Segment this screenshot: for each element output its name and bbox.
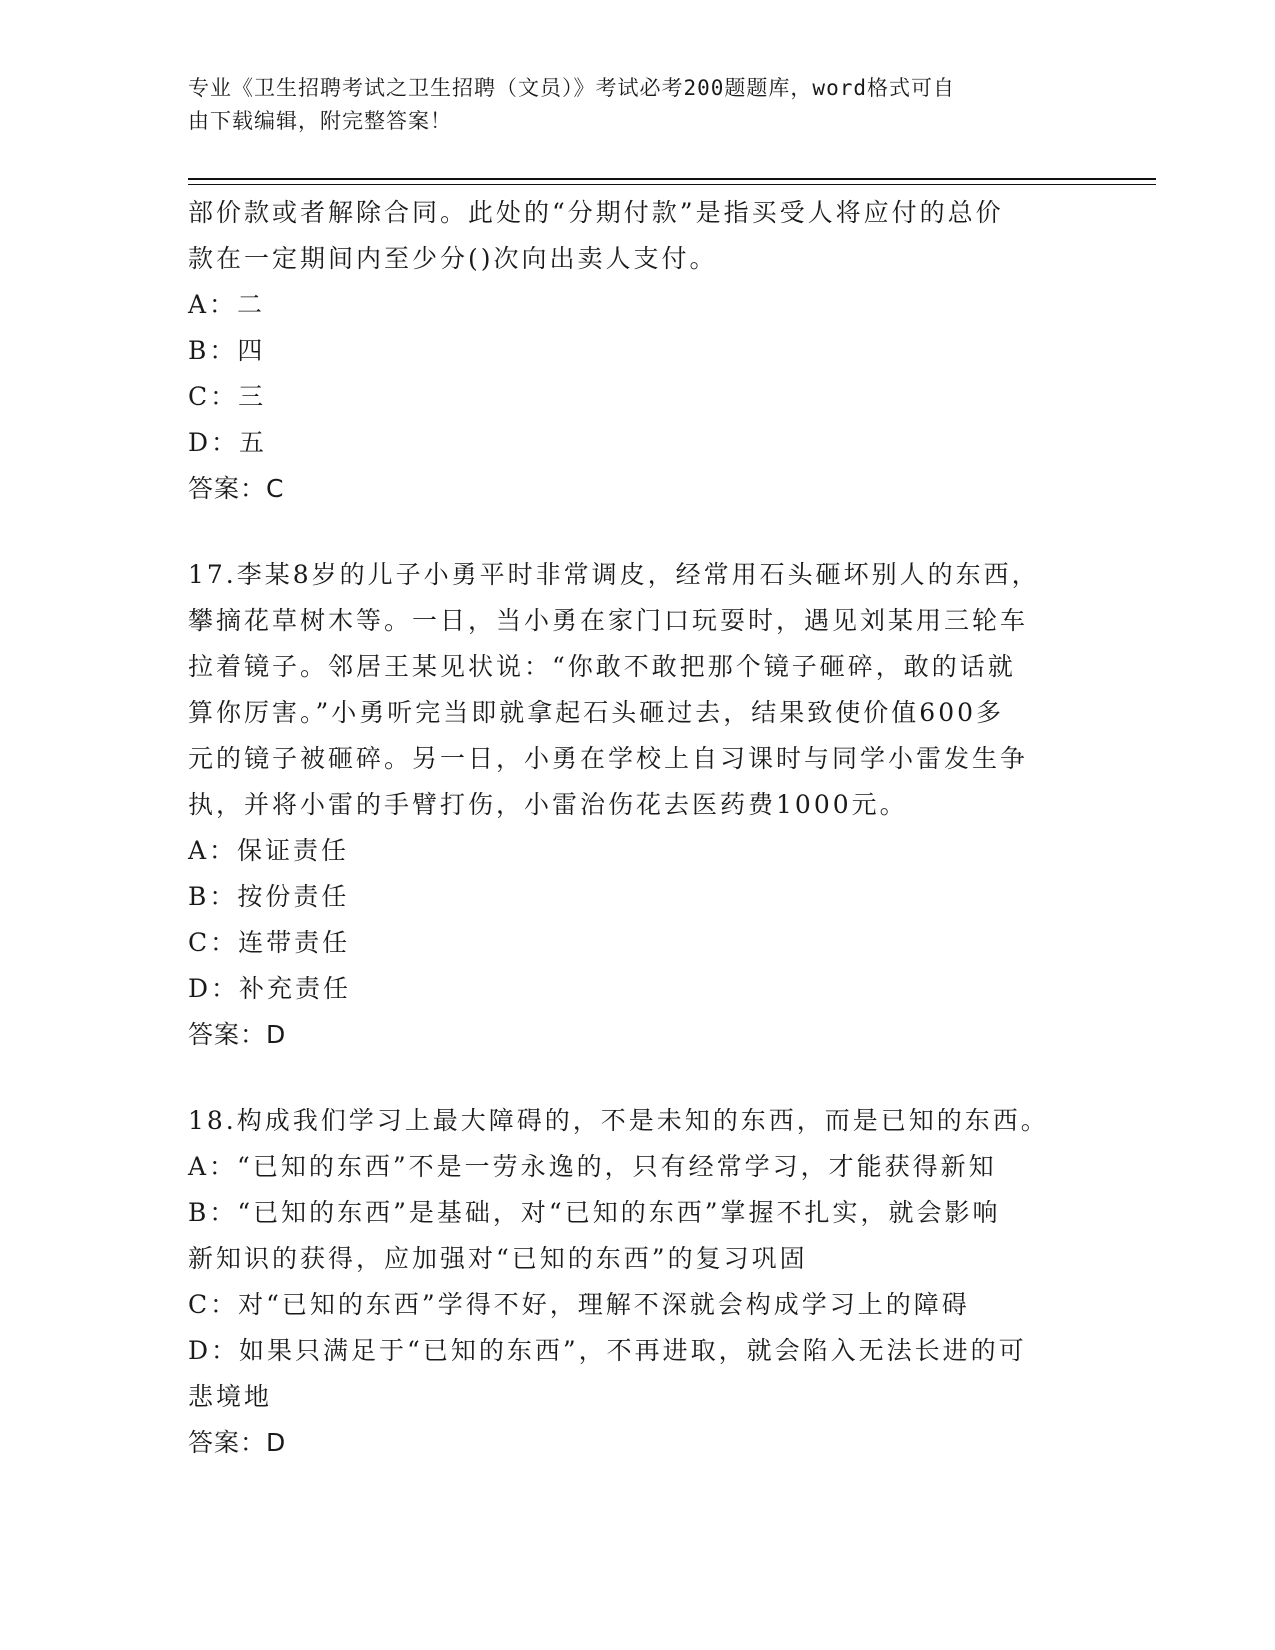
question-18 <box>188 1098 1068 1466</box>
option-d: D：五 <box>188 428 268 457</box>
spacer <box>188 512 1068 552</box>
question-text-line: 拉着镜子。邻居王某见状说：“你敢不敢把那个镜子砸碎，敢的话就 <box>188 652 1016 681</box>
option-d: D：如果只满足于“已知的东西”，不再进取，就会陷入无法长进的可 <box>188 1336 1027 1365</box>
question-text-line: 执，并将小雷的手臂打伤，小雷治伤花去医药费1000元。 <box>188 790 908 819</box>
question-16-tail <box>188 190 1068 512</box>
question-text-line: 部价款或者解除合同。此处的“分期付款”是指买受人将应付的总价 <box>188 198 1004 227</box>
question-text-line: 攀摘花草树木等。一日，当小勇在家门口玩耍时，遇见刘某用三轮车 <box>188 606 1029 635</box>
option-d: D：补充责任 <box>188 974 352 1003</box>
spacer <box>188 1058 1068 1098</box>
question-17 <box>188 552 1068 1058</box>
option-b: B：按份责任 <box>188 882 350 911</box>
option-b: B：四 <box>188 336 266 365</box>
header-rule-thick <box>188 178 1156 180</box>
question-text-line: 元的镜子被砸碎。另一日，小勇在学校上自习课时与同学小雷发生争 <box>188 744 1029 773</box>
option-d-continued: 悲境地 <box>188 1382 273 1411</box>
answer-line: 答案：D <box>188 1428 287 1457</box>
document-body <box>188 190 1068 1466</box>
header-line-2: 由下载编辑，附完整答案！ <box>188 109 452 133</box>
option-b: B：“已知的东西”是基础，对“已知的东西”掌握不扎实，就会影响 <box>188 1198 1001 1227</box>
option-c: C：三 <box>188 382 267 411</box>
question-text-line: 款在一定期间内至少分()次向出卖人支付。 <box>188 244 718 273</box>
option-b-continued: 新知识的获得，应加强对“已知的东西”的复习巩固 <box>188 1244 808 1273</box>
page-header <box>188 72 1068 138</box>
option-c: C：对“已知的东西”学得不好，理解不深就会构成学习上的障碍 <box>188 1290 970 1319</box>
option-c: C：连带责任 <box>188 928 351 957</box>
option-a: A：“已知的东西”不是一劳永逸的，只有经常学习，才能获得新知 <box>188 1152 997 1181</box>
answer-line: 答案：C <box>188 474 285 503</box>
option-a: A：二 <box>188 290 266 319</box>
header-line-1: 专业《卫生招聘考试之卫生招聘（文员）》考试必考200题题库，word格式可自 <box>188 76 955 100</box>
question-text-line: 17.李某8岁的儿子小勇平时非常调皮，经常用石头砸坏别人的东西， <box>188 560 1040 589</box>
answer-line: 答案：D <box>188 1020 287 1049</box>
question-stem: 18.构成我们学习上最大障碍的，不是未知的东西，而是已知的东西。 <box>188 1106 1049 1135</box>
header-rule-thin <box>188 184 1156 185</box>
question-text-line: 算你厉害。”小勇听完当即就拿起石头砸过去，结果致使价值600多 <box>188 698 1005 727</box>
option-a: A：保证责任 <box>188 836 350 865</box>
